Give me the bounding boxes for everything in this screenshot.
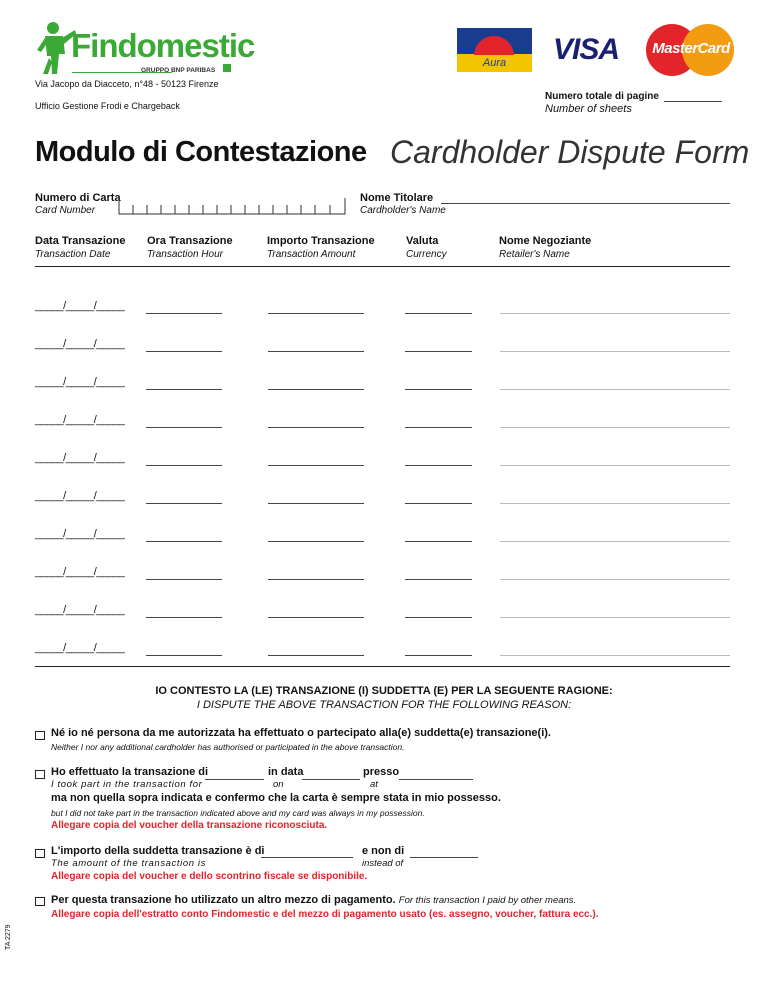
option2-en-a: I took part in the transaction for [51,779,203,790]
currency-field[interactable] [405,389,472,390]
hour-field[interactable] [146,351,222,352]
option3-en-b: instead of [362,858,404,869]
card-number-label-en: Card Number [35,205,96,216]
hour-field[interactable] [146,313,222,314]
title-it: Modulo di Contestazione [35,136,367,168]
currency-field[interactable] [405,313,472,314]
reason-heading: IO CONTESTO LA (LE) TRANSAZIONE (I) SUDDETTA (E) PER LA SEGUENTE RAGIONE: [155,685,613,697]
retailer-field[interactable] [500,503,730,504]
date-field[interactable]: _____/_____/_____ [35,376,125,388]
retailer-field[interactable] [500,655,730,656]
option3-text-a: L'importo della suddetta transazione è di [51,845,265,857]
reason-heading-en: I DISPUTE THE ABOVE TRANSACTION FOR THE FOLLOWING REASON: [196,699,572,711]
date-field[interactable]: _____/_____/_____ [35,338,125,350]
option4-note: Allegare copia dell'estratto conto Findomestic e del mezzo di pagamento usato (es. assegno, voucher, fattura ecc.). [51,909,599,920]
amount-field[interactable] [268,313,364,314]
currency-field[interactable] [405,617,472,618]
date-field[interactable]: _____/_____/_____ [35,604,125,616]
option2-amount-field[interactable] [205,779,264,780]
currency-field[interactable] [405,579,472,580]
col-retailer: Nome Negoziante [499,235,592,247]
table-row [0,414,768,430]
option4-text: Per questa transazione ho utilizzato un altro mezzo di pagamento. [51,894,396,906]
table-row [0,376,768,392]
col-hour: Ora Transazione [147,235,233,247]
hour-field[interactable] [146,465,222,466]
table-row [0,490,768,506]
bnp-mark-icon [223,64,231,72]
brand-underline [72,72,172,73]
col-amount: Importo Transazione [267,235,375,247]
option1-text: Né io né persona da me autorizzata ha effettuato o partecipato alla(e) suddetta(e) transazione(i). [51,727,551,739]
amount-field[interactable] [268,541,364,542]
hour-field[interactable] [146,427,222,428]
col-amount-en: Transaction Amount [267,249,356,260]
table-row [0,300,768,316]
option3-text-b: e non di [362,845,405,857]
col-currency-en: Currency [406,249,447,260]
address: Via Jacopo da Diacceto, n°48 - 50123 Firenze [35,79,219,89]
option3-checkbox[interactable] [35,849,45,858]
brand-group: GRUPPO BNP PARIBAS [141,67,216,74]
amount-field[interactable] [268,351,364,352]
hour-field[interactable] [146,389,222,390]
table-row [0,528,768,544]
option2-text-c: presso [363,766,400,778]
date-field[interactable]: _____/_____/_____ [35,414,125,426]
visa-logo: VISA [553,33,620,66]
option3-amount-field[interactable] [261,857,353,858]
table-row [0,566,768,582]
amount-field[interactable] [268,465,364,466]
option4-checkbox[interactable] [35,897,45,906]
option2-place-field[interactable] [399,779,473,780]
date-field[interactable]: _____/_____/_____ [35,300,125,312]
amount-field[interactable] [268,427,364,428]
hour-field[interactable] [146,655,222,656]
currency-field[interactable] [405,655,472,656]
card-number-label: Numero di Carta [35,192,121,204]
col-retailer-en: Retailer's Name [499,249,570,260]
title-en: Cardholder Dispute Form [390,134,750,170]
amount-field[interactable] [268,389,364,390]
cardholder-label: Nome Titolare [360,192,434,204]
hour-field[interactable] [146,617,222,618]
findomestic-logo [35,20,255,80]
option2-en-b: on [273,779,284,790]
retailer-field[interactable] [500,465,730,466]
col-date: Data Transazione [35,235,126,247]
cardholder-label-en: Cardholder's Name [360,205,446,216]
sheets-label-en: Number of sheets [545,103,632,115]
date-field[interactable]: _____/_____/_____ [35,642,125,654]
col-date-en: Transaction Date [35,249,111,260]
currency-field[interactable] [405,427,472,428]
option1-text-en: Neither I nor any additional cardholder has authorised or participated in the above transaction. [51,742,405,752]
retailer-field[interactable] [500,389,730,390]
amount-field[interactable] [268,503,364,504]
card-number-boxes[interactable] [118,196,346,215]
col-hour-en: Transaction Hour [147,249,223,260]
option2-date-field[interactable] [302,779,360,780]
currency-field[interactable] [405,351,472,352]
sheets-label: Numero totale di pagine [545,91,659,102]
option4-line [51,894,576,906]
option2-text-b: in data [268,766,304,778]
mastercard-logo: MasterCard [646,24,734,76]
option3-instead-field[interactable] [410,857,478,858]
hour-field[interactable] [146,503,222,504]
hour-field[interactable] [146,579,222,580]
date-field[interactable]: _____/_____/_____ [35,452,125,464]
option3-note: Allegare copia del voucher e dello scontrino fiscale se disponibile. [51,871,368,882]
currency-field[interactable] [405,465,472,466]
sheets-field[interactable] [664,101,722,102]
option2-note: Allegare copia del voucher della transazione riconosciuta. [51,820,328,831]
retailer-field[interactable] [500,541,730,542]
option2-text-2-en: but I did not take part in the transaction indicated above and my card was always in my possession. [51,808,425,818]
amount-field[interactable] [268,579,364,580]
hour-field[interactable] [146,541,222,542]
option2-checkbox[interactable] [35,770,45,779]
retailer-field[interactable] [500,351,730,352]
table-row [0,642,768,658]
office: Ufficio Gestione Frodi e Chargeback [35,101,180,111]
currency-field[interactable] [405,503,472,504]
table-row [0,452,768,468]
date-field[interactable]: _____/_____/_____ [35,528,125,540]
header-rule [35,266,730,267]
date-field[interactable]: _____/_____/_____ [35,490,125,502]
option1-checkbox[interactable] [35,731,45,740]
amount-field[interactable] [268,617,364,618]
retailer-field[interactable] [500,617,730,618]
brand-name: Findomestic [71,27,255,64]
aura-logo: Aura [457,28,532,72]
option2-text-2: ma non quella sopra indicata e confermo che la carta è sempre stata in mio possesso. [51,792,501,804]
cardholder-field[interactable] [441,203,730,204]
form-code: TA 2279 [5,924,12,950]
amount-field[interactable] [268,655,364,656]
currency-field[interactable] [405,541,472,542]
option2-en-c: at [370,779,378,790]
retailer-field[interactable] [500,313,730,314]
retailer-field[interactable] [500,579,730,580]
retailer-field[interactable] [500,427,730,428]
rows-bottom-rule [35,666,730,667]
date-field[interactable]: _____/_____/_____ [35,566,125,578]
col-currency: Valuta [406,235,439,247]
option3-en-a: The amount of the transaction is [51,858,206,869]
table-row [0,604,768,620]
table-row [0,338,768,354]
option4-text-en: For this transaction I paid by other means. [398,895,577,906]
option2-text-a: Ho effettuato la transazione di [51,766,209,778]
